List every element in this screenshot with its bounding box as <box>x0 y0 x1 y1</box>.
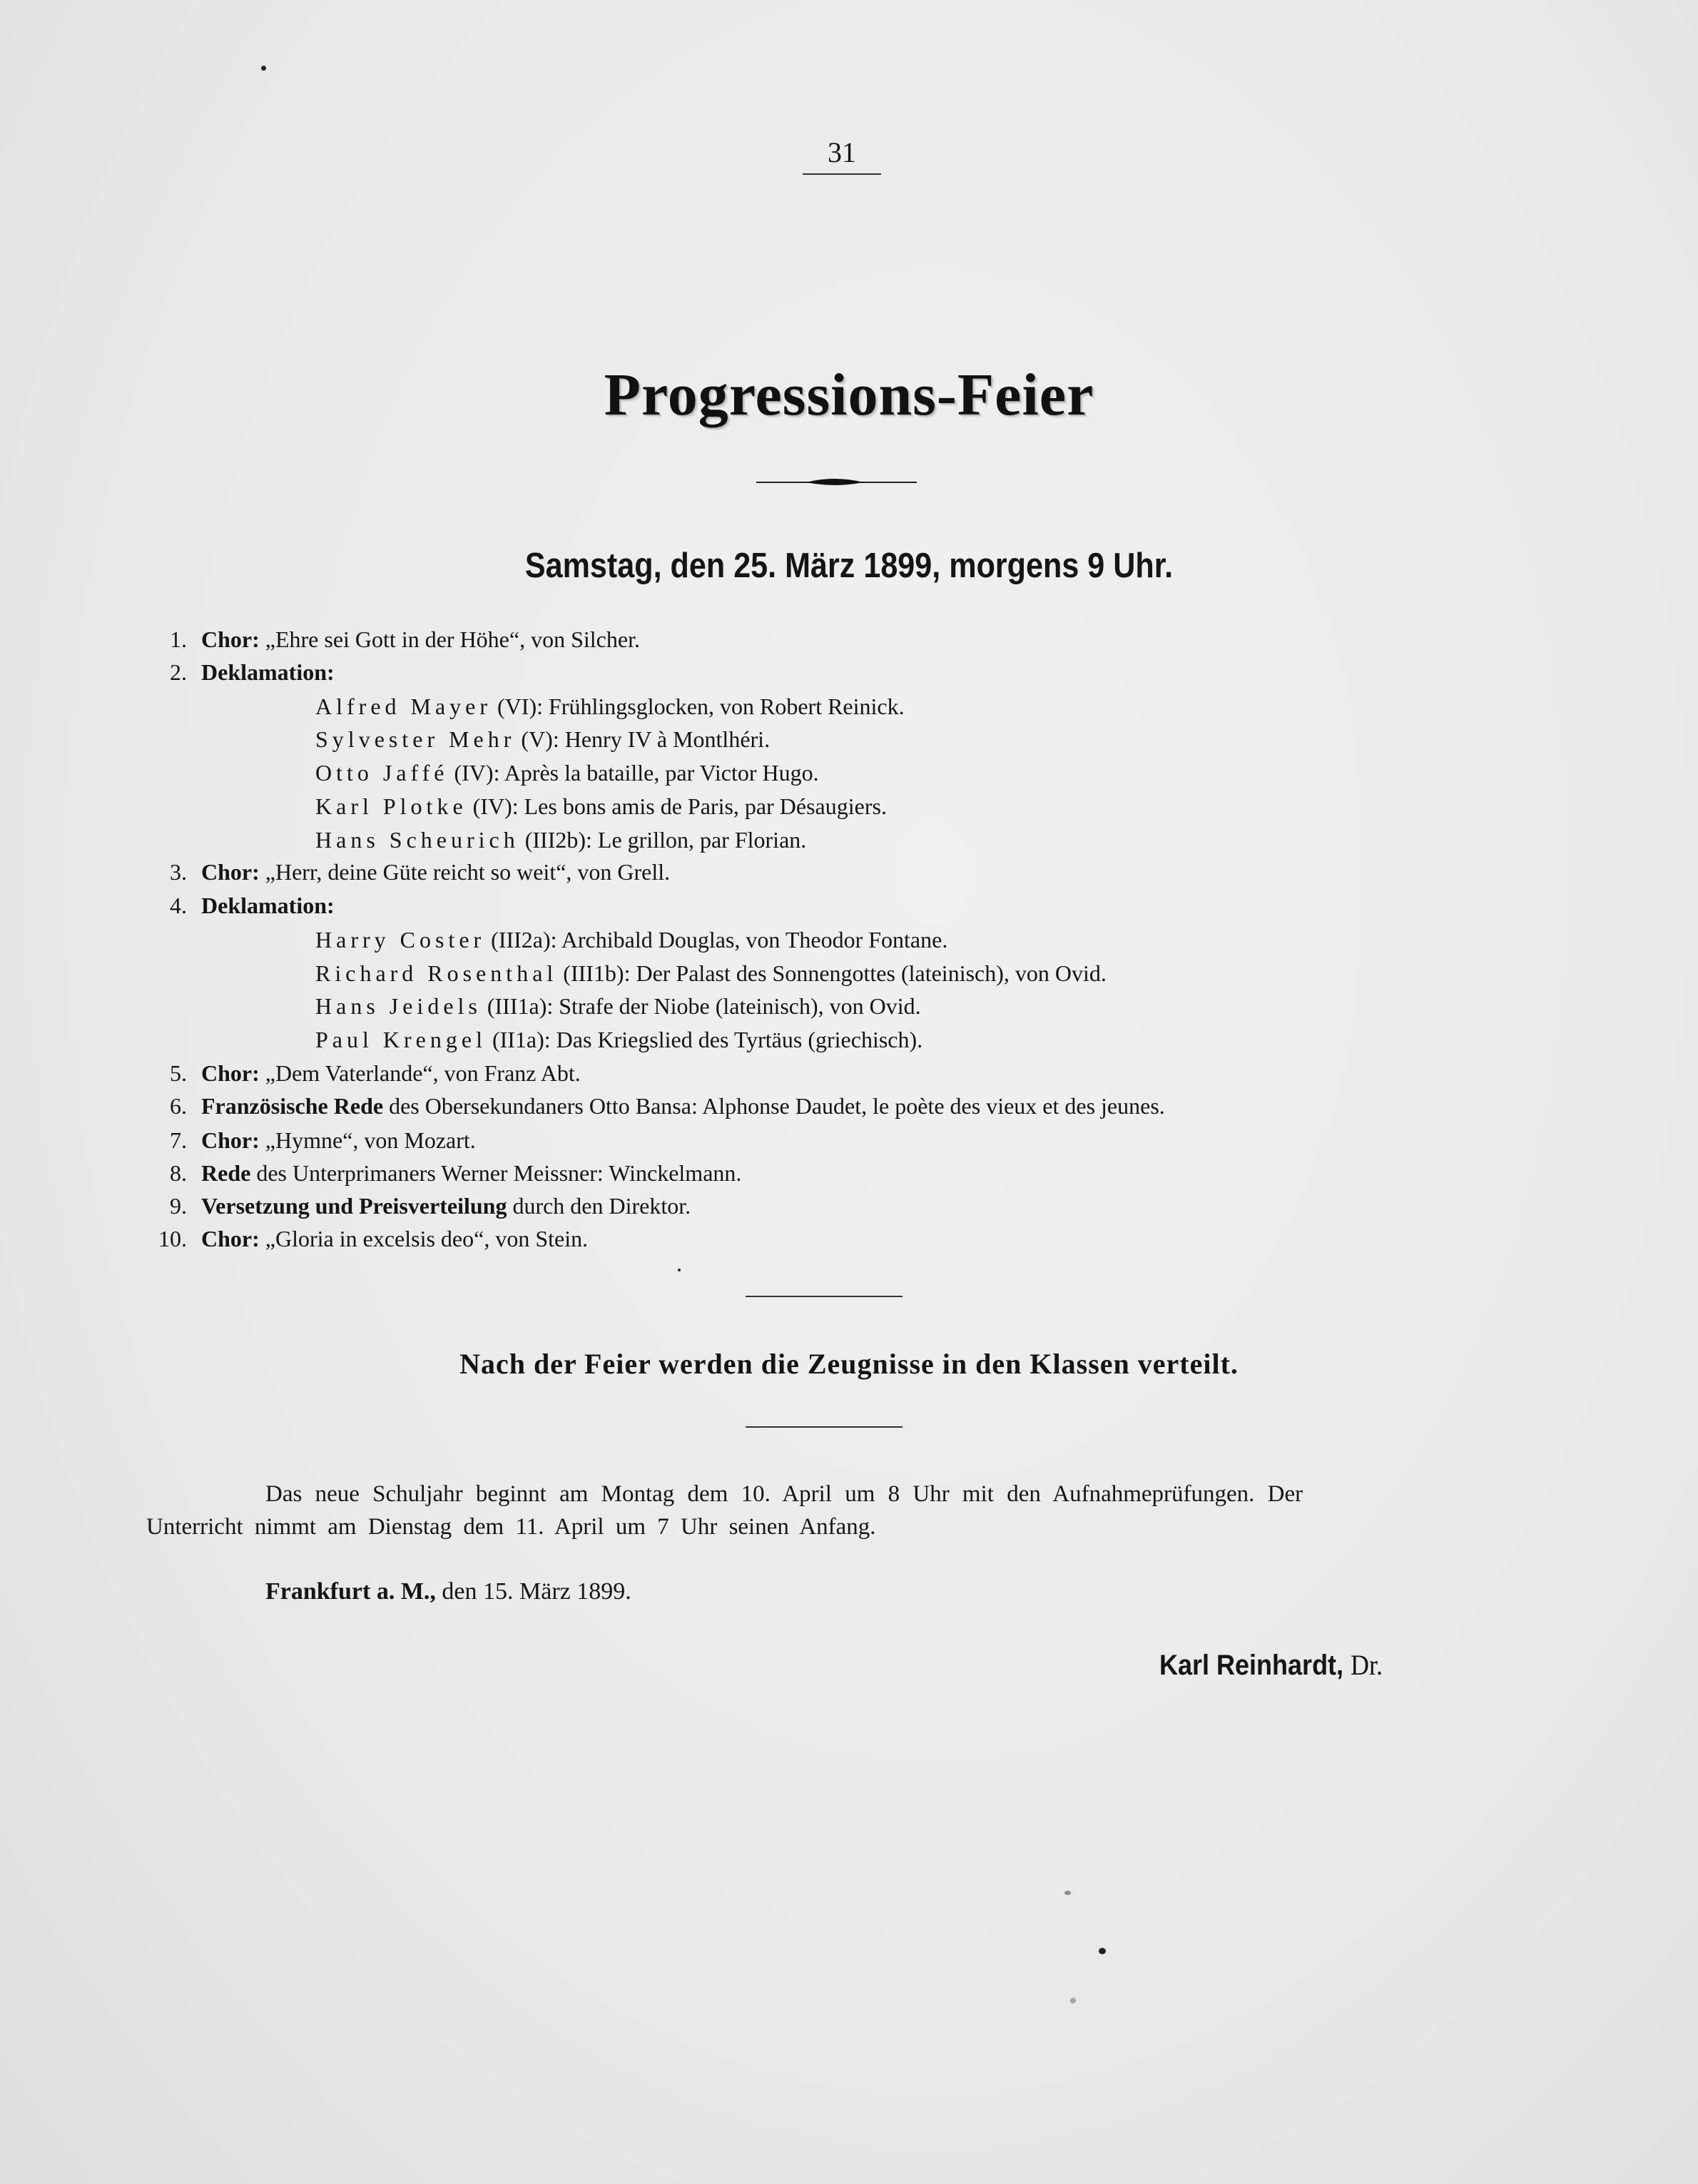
performer-name: Hans Jeidels <box>315 993 482 1019</box>
program-item-number: 2. <box>170 659 187 685</box>
performance-text: (III1b): Der Palast des Sonnengottes (lateinisch), von Ovid. <box>563 960 1107 986</box>
schedule-paragraph-line: Das neue Schuljahr beginnt am Montag dem 10. April um 8 Uhr mit den Aufnahmeprüfungen. Der <box>265 1481 1303 1507</box>
schedule-paragraph-line: Unterricht nimmt am Dienstag dem 11. April um 7 Uhr seinen Anfang. <box>146 1514 876 1540</box>
divider-rule <box>746 1296 903 1297</box>
performer-name: Sylvester Mehr <box>315 726 516 752</box>
program-item-text: durch den Direktor. <box>512 1193 691 1219</box>
signatory-name: Karl Reinhardt, <box>1159 1650 1344 1681</box>
page-title: Progressions-Feier <box>604 362 1094 428</box>
program-item-label: Deklamation: <box>201 659 335 685</box>
program-item-label: Chor: <box>201 859 260 885</box>
program-item-label: Rede <box>201 1160 251 1186</box>
ink-speck <box>1070 1998 1076 2003</box>
performance-text: (III1a): Strafe der Niobe (lateinisch), von Ovid. <box>487 993 921 1019</box>
ink-speck <box>261 66 266 71</box>
performance-text: (V): Henry IV à Montlhéri. <box>521 726 771 752</box>
performer-name: Karl Plotke <box>315 793 467 819</box>
program-item-number: 10. <box>158 1226 187 1251</box>
program-item-number: 8. <box>170 1160 187 1186</box>
performance-text: (III2b): Le grillon, par Florian. <box>524 827 807 853</box>
title-ornament <box>756 474 917 491</box>
performance-text: (IV): Les bons amis de Paris, par Désaugiers. <box>472 793 887 819</box>
program-item-text: des Unterprimaners Werner Meissner: Winckelmann. <box>256 1160 742 1186</box>
performance-text: (VI): Frühlingsglocken, von Robert Reinick. <box>497 694 905 719</box>
performance-text: (III2a): Archibald Douglas, von Theodor Fontane. <box>491 927 948 953</box>
program-item-label: Französische Rede <box>201 1093 384 1119</box>
signatory-title: Dr. <box>1351 1649 1383 1681</box>
event-date-line: Samstag, den 25. März 1899, morgens 9 Uhr. <box>524 547 1174 585</box>
program-item-label: Chor: <box>201 1226 260 1251</box>
notice-heading: Nach der Feier werden die Zeugnisse in den Klassen verteilt. <box>459 1348 1239 1380</box>
program-item-number: 4. <box>170 893 187 918</box>
performer-name: Harry Coster <box>315 927 486 953</box>
program-item-number: 7. <box>170 1127 187 1153</box>
program-item-number: 5. <box>170 1060 187 1086</box>
ink-speck <box>1099 1948 1106 1954</box>
page-number: 31 <box>828 136 856 168</box>
ink-speck <box>678 1269 681 1271</box>
place-date: den 15. März 1899. <box>442 1578 631 1605</box>
performer-name: Richard Rosenthal <box>315 960 558 986</box>
signature <box>1159 1648 1383 1682</box>
program-item-label: Deklamation: <box>201 893 335 918</box>
program-item-number: 3. <box>170 859 187 885</box>
program-item-number: 6. <box>170 1093 187 1119</box>
program-item-text: „Ehre sei Gott in der Höhe“, von Silcher. <box>265 626 640 652</box>
divider-rule <box>746 1426 903 1428</box>
program-item-text: „Gloria in excelsis deo“, von Stein. <box>265 1226 589 1251</box>
performance-text: (IV): Après la bataille, par Victor Hugo. <box>454 760 819 786</box>
program-item-text: des Obersekundaners Otto Bansa: Alphonse Daudet, le poète des vieux et des jeunes. <box>389 1093 1165 1119</box>
performance-text: (II1a): Das Kriegslied des Tyrtäus (griechisch). <box>492 1027 923 1052</box>
performer-name: Hans Scheurich <box>315 827 519 853</box>
performer-name: Alfred Mayer <box>315 694 492 719</box>
ink-speck <box>1064 1891 1071 1895</box>
place-name: Frankfurt a. M., <box>265 1578 436 1605</box>
program-item-label: Versetzung und Preisverteilung <box>201 1193 507 1219</box>
program-item-text: „Herr, deine Güte reicht so weit“, von Grell. <box>265 859 671 885</box>
program-item-label: Chor: <box>201 626 260 652</box>
performer-name: Otto Jaffé <box>315 760 449 786</box>
performer-name: Paul Krengel <box>315 1027 487 1052</box>
program-item-label: Chor: <box>201 1127 260 1153</box>
program-item-text: „Dem Vaterlande“, von Franz Abt. <box>265 1060 581 1086</box>
place-and-date <box>265 1578 631 1605</box>
program-item-number: 1. <box>170 626 187 652</box>
program-item-label: Chor: <box>201 1060 260 1086</box>
page-number-underline <box>803 173 881 175</box>
program-item-number: 9. <box>170 1193 187 1219</box>
program-item-text: „Hymne“, von Mozart. <box>265 1127 476 1153</box>
